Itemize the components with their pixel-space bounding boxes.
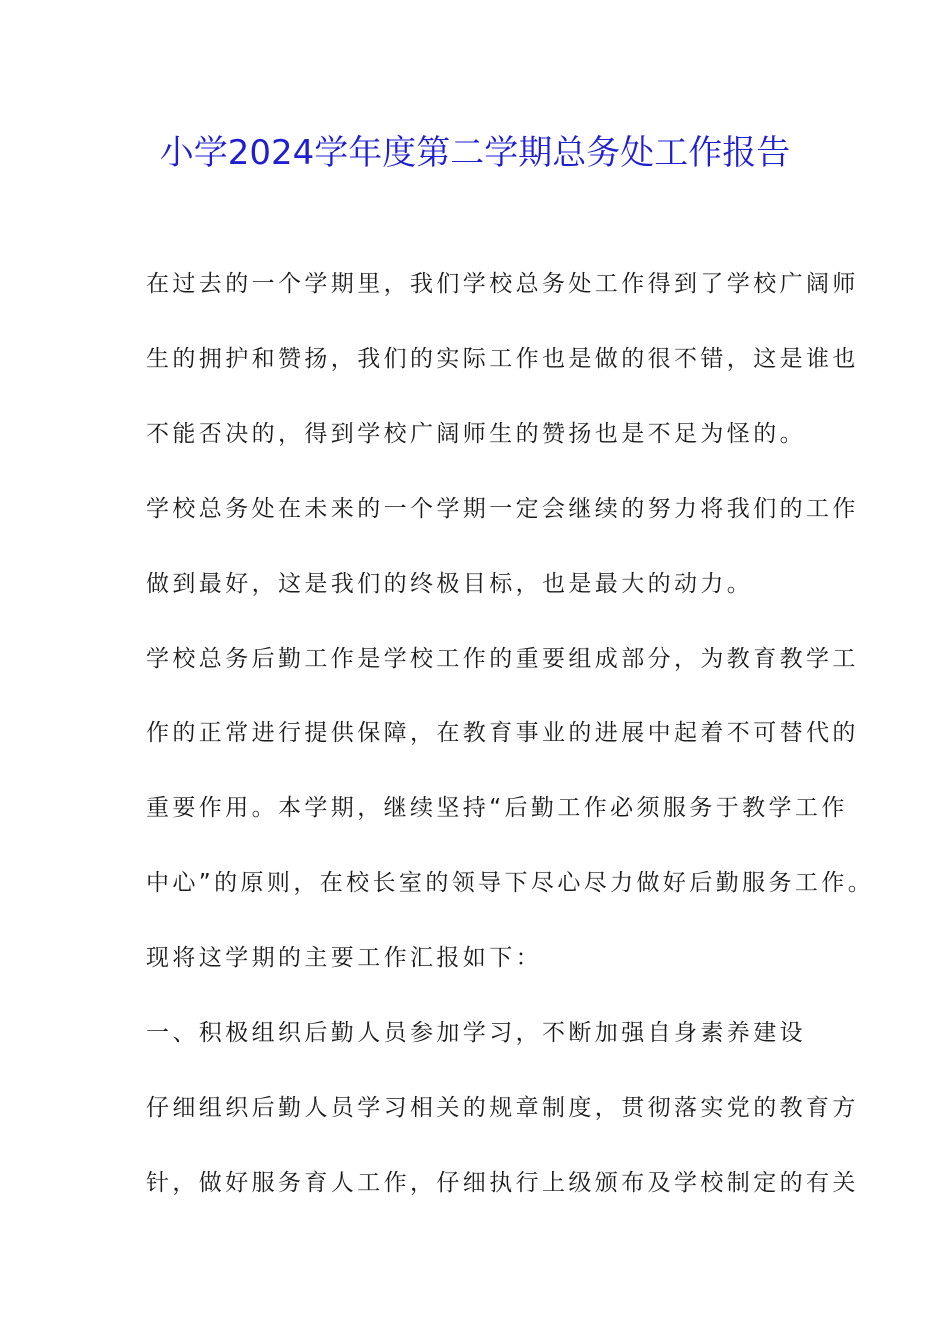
paragraph-line: 现将这学期的主要工作汇报如下：: [146, 945, 542, 971]
paragraph-line: 做到最好，这是我们的终极目标，也是最大的动力。: [146, 571, 754, 597]
paragraph-line: 生的拥护和赞扬，我们的实际工作也是做的很不错，这是谁也: [146, 346, 859, 372]
document-title: 小学2024学年度第二学期总务处工作报告: [159, 133, 791, 173]
paragraph-line: 针，做好服务育人工作，仔细执行上级颁布及学校制定的有关: [146, 1170, 859, 1196]
paragraph-line: 中心”的原则，在校长室的领导下尽心尽力做好后勤服务工作。: [146, 870, 875, 896]
paragraph-line: 学校总务后勤工作是学校工作的重要组成部分，为教育教学工: [146, 646, 859, 672]
paragraph-line: 在过去的一个学期里，我们学校总务处工作得到了学校广阔师: [146, 271, 859, 297]
paragraph-line: 仔细组织后勤人员学习相关的规章制度，贯彻落实党的教育方: [146, 1095, 859, 1121]
paragraph-line: 学校总务处在未来的一个学期一定会继续的努力将我们的工作: [146, 496, 859, 522]
paragraph-line: 不能否决的，得到学校广阔师生的赞扬也是不足为怪的。: [146, 421, 806, 447]
section-heading: 一、积极组织后勤人员参加学习，不断加强自身素养建设: [146, 1020, 806, 1046]
paragraph-line: 作的正常进行提供保障，在教育事业的进展中起着不可替代的: [146, 720, 859, 746]
paragraph-line: 重要作用。本学期，继续坚持“后勤工作必须服务于教学工作: [146, 795, 848, 821]
